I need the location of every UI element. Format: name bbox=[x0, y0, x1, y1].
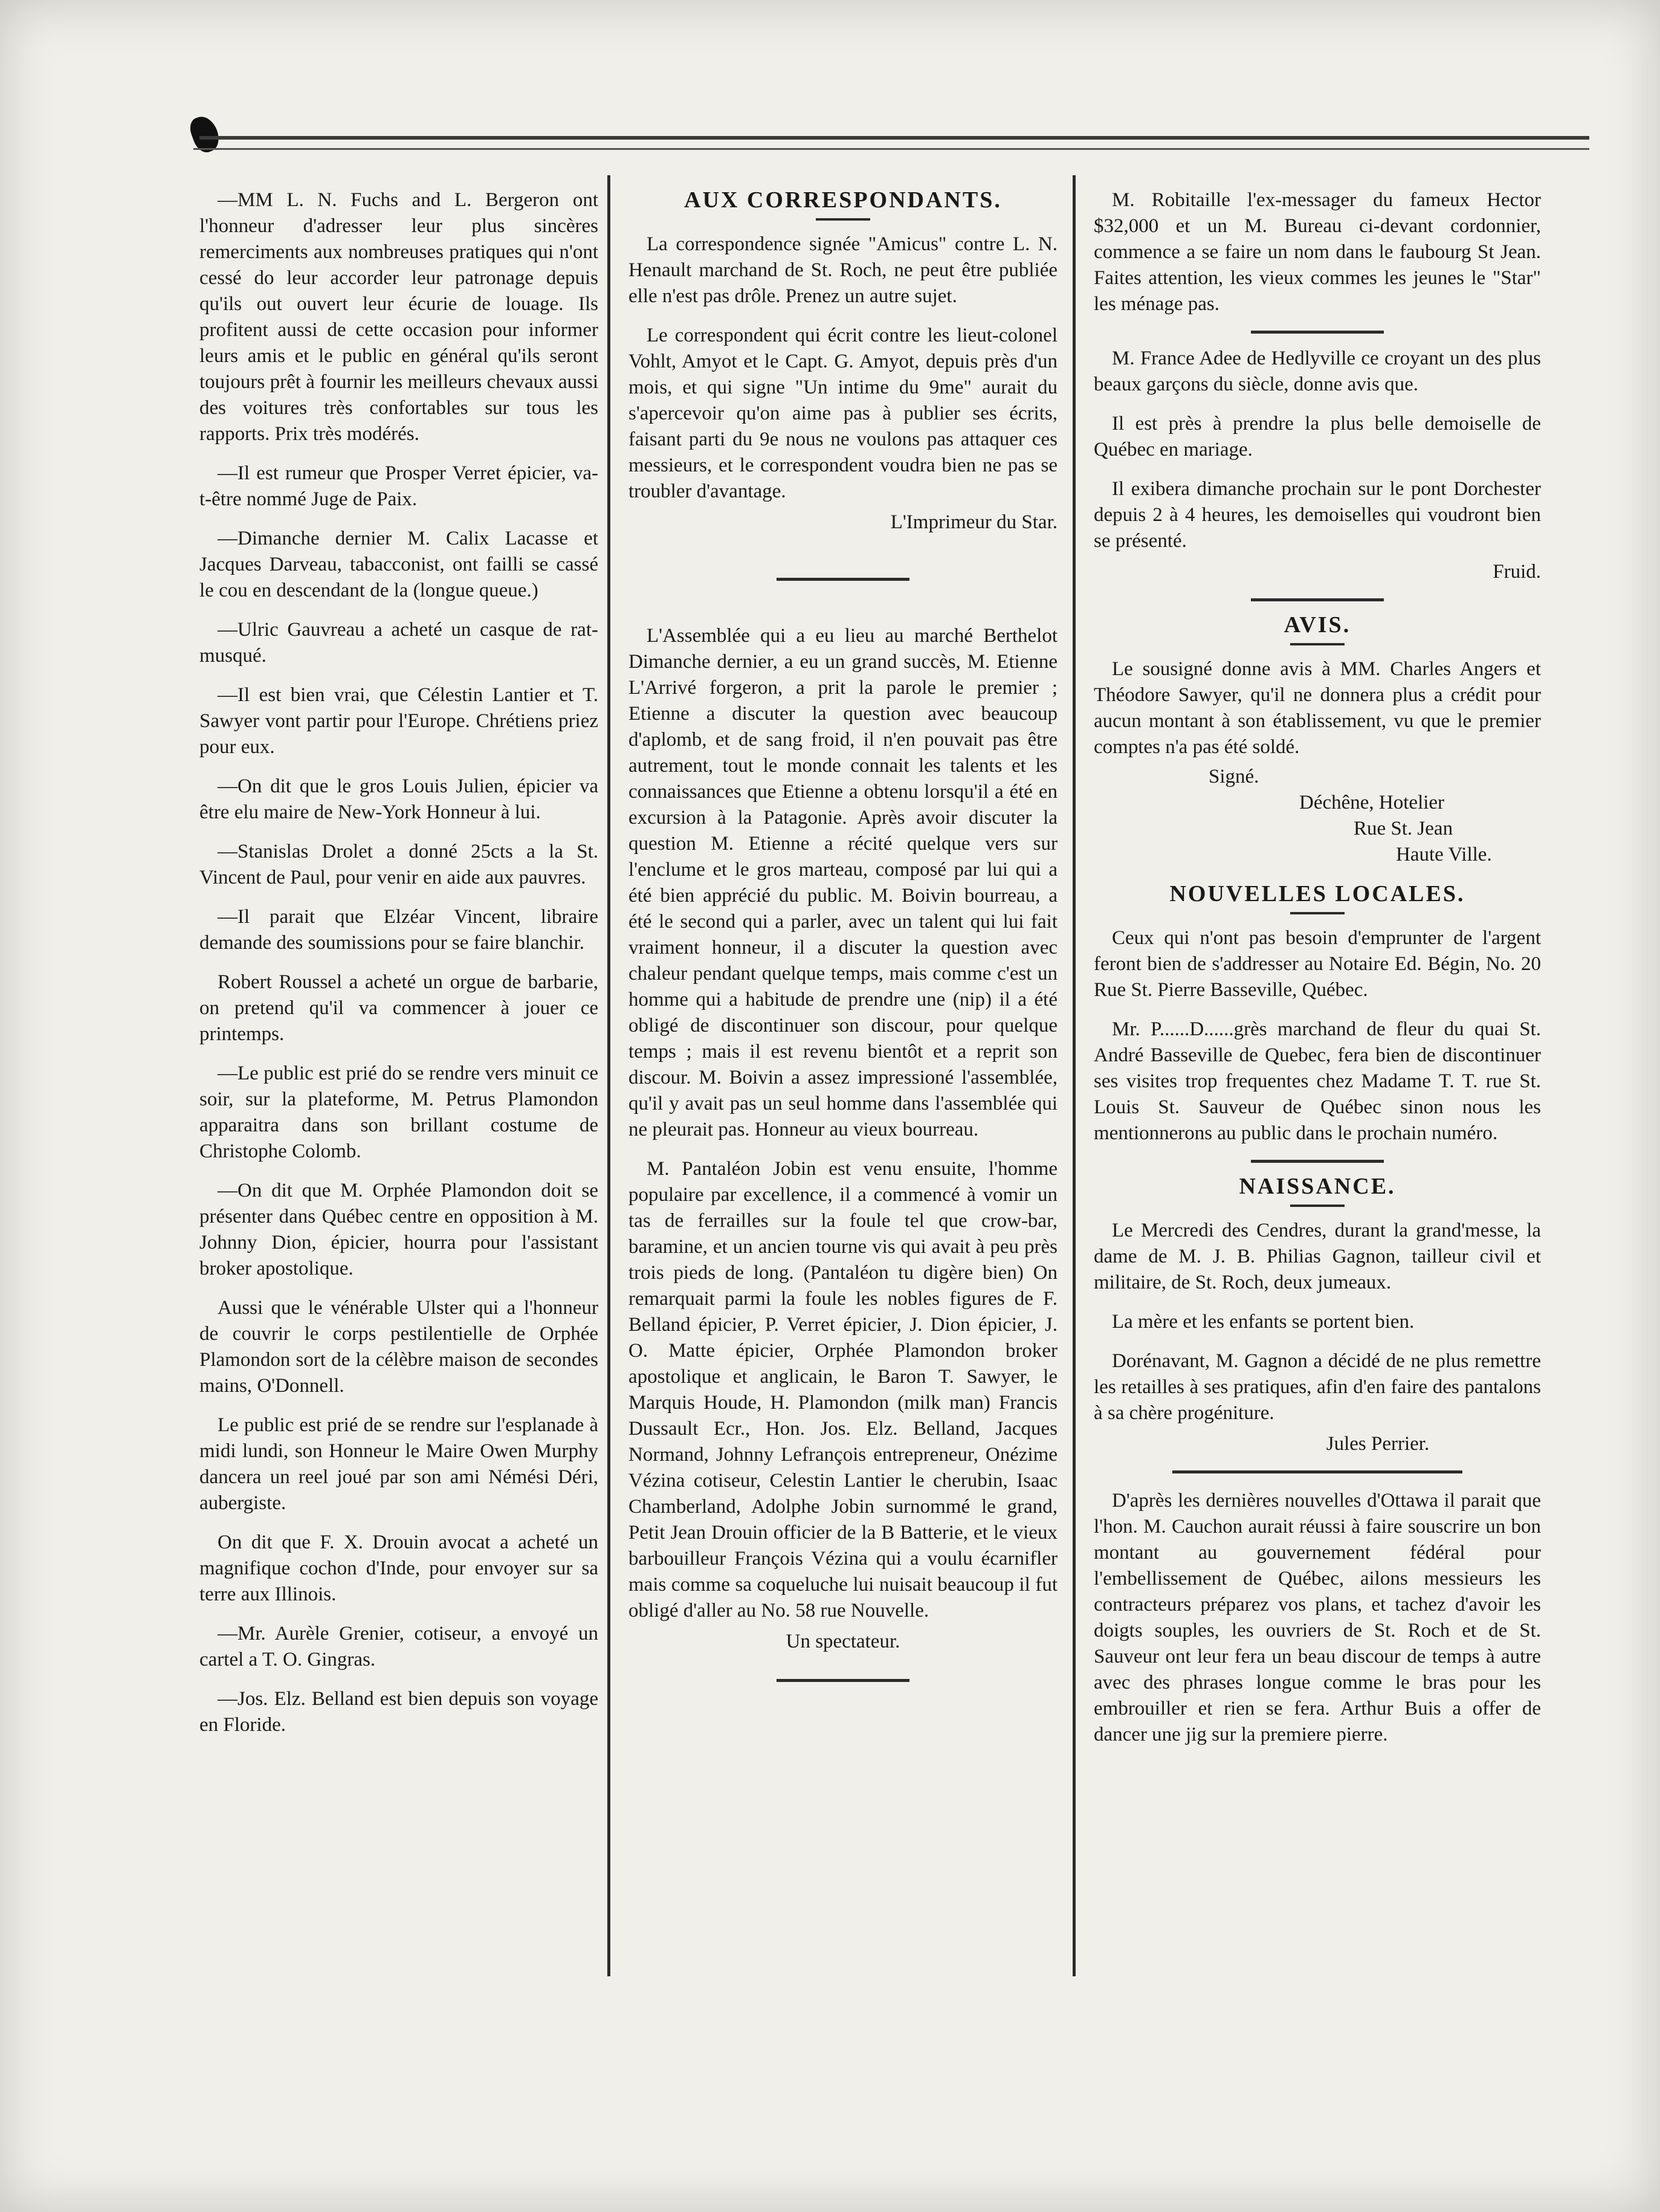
section-separator bbox=[1251, 598, 1384, 601]
column-divider-left bbox=[607, 175, 610, 1976]
section-separator bbox=[777, 578, 909, 581]
ottawa-paragraph: D'après les dernières nouvelles d'Ottawa il parait que l'hon. M. Cauchon aurait réussi à faire souscrire un bon montant au gouvernement fédéral pour l'embellissement de Québec, ailons messieurs les contracteurs préparez vos plans, et tachez d'avoir les doigts souples, les ouvriers de St. Roch et de St. Sauveur ont leur fera un beau discour de temps à autre avec des phrases longue comme le bras pour les embrouiller et rien se fera. Arthur Buis a offer de dancer une jig sur la premiere pierre. bbox=[1094, 1490, 1541, 1745]
avis-address: Rue St. Jean bbox=[1354, 818, 1453, 839]
column-3 bbox=[1094, 187, 1541, 1761]
signature: Fruid. bbox=[1493, 561, 1541, 583]
signature: Un spectateur. bbox=[786, 1631, 900, 1652]
notice-paragraph: M. Robitaille l'ex-messager du fameux Hector $32,000 et un M. Bureau ci-devant cordonnier, commence a se faire un nom dans le faubourg St Jean. Faites attention, les vieux commes les jeunes le "Star" les ménage pas. bbox=[1094, 189, 1541, 315]
col1-item: —Mr. Aurèle Grenier, cotiseur, a envoyé un cartel a T. O. Gingras. bbox=[199, 1623, 598, 1670]
col1-item: —Il parait que Elzéar Vincent, libraire demande des soumissions pour se faire blanchir. bbox=[199, 906, 598, 954]
col1-item: —MM L. N. Fuchs and L. Bergeron ont l'honneur d'adresser leur plus sincères remerciments aux nombreuses pratiques qui n'ont cessé do leur accorder leur patronage depuis qu'ils out ouvert leur écurie de louage. Ils profitent aussi de cette occasion pour informer leurs amis et le public en général qu'ils seront toujours prêt à fournir les meilleurs chevaux aussi des voitures très confortables sur tous les rapports. Prix très modérés. bbox=[199, 189, 598, 445]
assemblee-paragraph: L'Assemblée qui a eu lieu au marché Berthelot Dimanche dernier, a eu un grand succès, M. Etienne L'Arrivé forgeron, a prit la parole le premier ; Etienne a discuter la question avec beaucoup d'aplomb, et de sang froid, il n'en pouvait pas être autrement, tout le monde connait les talents et les connaissances que Etienne a obtenu lorsqu'il a été en excursion à la Patagonie. Après avoir discuter la question M. Etienne a récité quelque vers sur l'enclume et le gros marteau, composé par lui qui a été bien apprécié du public. M. Boivin bourreau, a été le second qui a parler, avec un talent qui lui fait vraiment honneur, il a discuter la question avec chaleur pendant quelque temps, mais comme c'est un homme qui a habitude de prendre une (nip) il a été obligé de discontinuer son discour, pour quelque temps ; mais il est revenu bientôt et a reprit son discour. M. Boivin a assez impressioné l'assemblée, qu'il y avait pas un seul homme dans l'assemblée qui ne pleurait pas. Honneur au vieux bourreau. bbox=[628, 625, 1058, 1140]
col1-item: Aussi que le vénérable Ulster qui a l'honneur de couvrir le corps pestilentielle de Orphée Plamondon sort de la célèbre maison de secondes mains, O'Donnell. bbox=[199, 1297, 598, 1397]
naissance-paragraph: Dorénavant, M. Gagnon a décidé de ne plus remettre les retailles à ses pratiques, afin d'en faire des pantalons à sa chère progéniture. bbox=[1094, 1350, 1541, 1424]
nouvelles-paragraph: Mr. P......D......grès marchand de fleur du quai St. André Basseville de Quebec, fera bien de discontinuer ses visites trop frequentes chez Madame T. T. rue St. Louis St. Sauveur de Québec sinon nous les mentionnerons au public dans le prochain numéro. bbox=[1094, 1018, 1541, 1144]
col1-item: —Jos. Elz. Belland est bien depuis son voyage en Floride. bbox=[199, 1688, 598, 1736]
nouvelles-locales-heading: NOUVELLES LOCALES. bbox=[1169, 881, 1465, 907]
notice-paragraph: M. France Adee de Hedlyville ce croyant un des plus beaux garçons du siècle, donne avis que. bbox=[1094, 348, 1541, 395]
heading-rule bbox=[1290, 1205, 1345, 1207]
avis-name: Déchêne, Hotelier bbox=[1299, 792, 1445, 813]
correspondants-paragraph: Le correspondent qui écrit contre les lieut-colonel Vohlt, Amyot et le Capt. G. Amyot, depuis près d'un mois, et qui signe "Un intime du 9me" aurait du s'apercevoir qu'on aime pas à publier ses écrits, faisant parti du 9e nous ne voulons pas attaquer ces messieurs, et le correspondent voudra bien ne pas se troubler d'avantage. bbox=[628, 325, 1058, 502]
signature: L'Imprimeur du Star. bbox=[890, 511, 1058, 533]
heading-rule bbox=[1290, 912, 1345, 914]
col1-item: Le public est prié de se rendre sur l'esplanade à midi lundi, son Honneur le Maire Owen Murphy dancera un reel joué par son ami Némési Déri, aubergiste. bbox=[199, 1414, 598, 1514]
notice-paragraph: Il exibera dimanche prochain sur le pont Dorchester depuis 2 à 4 heures, les demoiselles qui voudront bien se présenté. bbox=[1094, 478, 1541, 552]
column-2 bbox=[628, 187, 1058, 1706]
correspondants-paragraph: La correspondence signée "Amicus" contre L. N. Henault marchand de St. Roch, ne peut être publiée elle n'est pas drôle. Prenez un autre sujet. bbox=[628, 233, 1058, 307]
notice-paragraph: Il est près à prendre la plus belle demoiselle de Québec en mariage. bbox=[1094, 413, 1541, 461]
column-1 bbox=[199, 187, 598, 1751]
naissance-paragraph: Le Mercredi des Cendres, durant la grand'messe, la dame de M. J. B. Philias Gagnon, tailleur civil et militaire, de St. Roch, deux jumeaux. bbox=[1094, 1220, 1541, 1293]
col1-item: —Le public est prié do se rendre vers minuit ce soir, sur la plateforme, M. Petrus Plamondon apparaitra dans son brillant costume de Christophe Colomb. bbox=[199, 1062, 598, 1162]
col1-item: —On dit que le gros Louis Julien, épicier va être elu maire de New-York Honneur à lui. bbox=[199, 775, 598, 823]
avis-address: Haute Ville. bbox=[1396, 844, 1492, 865]
avis-paragraph: Le sousigné donne avis à MM. Charles Angers et Théodore Sawyer, qu'il ne donnera plus a crédit pour aucun montant à son établissement, vu que le premier comptes n'a pas été soldé. bbox=[1094, 658, 1541, 758]
col1-item: —Ulric Gauvreau a acheté un casque de rat-musqué. bbox=[199, 619, 598, 667]
col1-item: —Stanislas Drolet a donné 25cts a la St. Vincent de Paul, pour venir en aide aux pauvres. bbox=[199, 841, 598, 888]
col1-item: —Il est bien vrai, que Célestin Lantier et T. Sawyer vont partir pour l'Europe. Chrétiens priez pour eux. bbox=[199, 684, 598, 758]
section-separator bbox=[1251, 331, 1384, 334]
col1-item: —Dimanche dernier M. Calix Lacasse et Jacques Darveau, tabacconist, ont failli se cassé le cou en descendant de la (longue queue.) bbox=[199, 528, 598, 601]
header-rule bbox=[199, 136, 1589, 140]
section-separator bbox=[1172, 1470, 1462, 1473]
naissance-heading: NAISSANCE. bbox=[1239, 1174, 1396, 1199]
avis-signed: Signé. bbox=[1209, 766, 1259, 787]
section-separator bbox=[777, 1679, 909, 1682]
heading-rule bbox=[1290, 643, 1345, 645]
avis-heading: AVIS. bbox=[1284, 612, 1351, 638]
col1-item: Robert Roussel a acheté un orgue de barbarie, on pretend qu'il va commencer à jouer ce printemps. bbox=[199, 971, 598, 1045]
col1-item: —Il est rumeur que Prosper Verret épicier, va-t-être nommé Juge de Paix. bbox=[199, 462, 598, 510]
col1-item: —On dit que M. Orphée Plamondon doit se présenter dans Québec centre en opposition à M. Johnny Dion, épicier, hourra pour l'assistant broker apostolique. bbox=[199, 1180, 598, 1279]
col1-item: On dit que F. X. Drouin avocat a acheté un magnifique cochon d'Inde, pour envoyer sur sa terre aux Illinois. bbox=[199, 1531, 598, 1605]
column-divider-right bbox=[1073, 175, 1076, 1976]
header-rule-secondary bbox=[193, 148, 1589, 150]
section-separator bbox=[1251, 1160, 1384, 1163]
naissance-paragraph: La mère et les enfants se portent bien. bbox=[1112, 1311, 1415, 1333]
correspondants-heading: AUX CORRESPONDANTS. bbox=[684, 187, 1002, 213]
nouvelles-paragraph: Ceux qui n'ont pas besoin d'emprunter de l'argent feront bien de s'addresser au Notaire Ed. Bégin, No. 20 Rue St. Pierre Basseville, Québec. bbox=[1094, 927, 1541, 1001]
heading-rule bbox=[816, 218, 870, 221]
signature: Jules Perrier. bbox=[1326, 1433, 1430, 1455]
assemblee-paragraph: M. Pantaléon Jobin est venu ensuite, l'homme populaire par excellence, il a commencé à vomir un tas de ferrailles sur la foule tel que crow-bar, baramine, et un ancien tourne vis qui avait à peu près trois pieds de long. (Pantaléon tu digère bien) On remarquait parmi la foule les nobles figures de F. Belland épicier, P. Verret épicier, J. Dion épicier, J. O. Matte épicier, Orphée Plamondon broker apostolique et anglicain, le Baron T. Sawyer, le Marquis Houde, H. Plamondon (milk man) Francis Dussault Ecr., Hon. Jos. Elz. Belland, Jacques Normand, Johnny Lefrançois entrepreneur, Onézime Vézina cotiseur, Celestin Lantier le cherubin, Isaac Chamberland, Adolphe Jobin surnommé le grand, Petit Jean Drouin officier de la B Batterie, et le vieux barbouilleur François Vézina qui a voulu écarnifler mais comme sa coqueluche lui nuisait beaucoup il fut obligé d'aller au No. 58 rue Nouvelle. bbox=[628, 1158, 1058, 1622]
